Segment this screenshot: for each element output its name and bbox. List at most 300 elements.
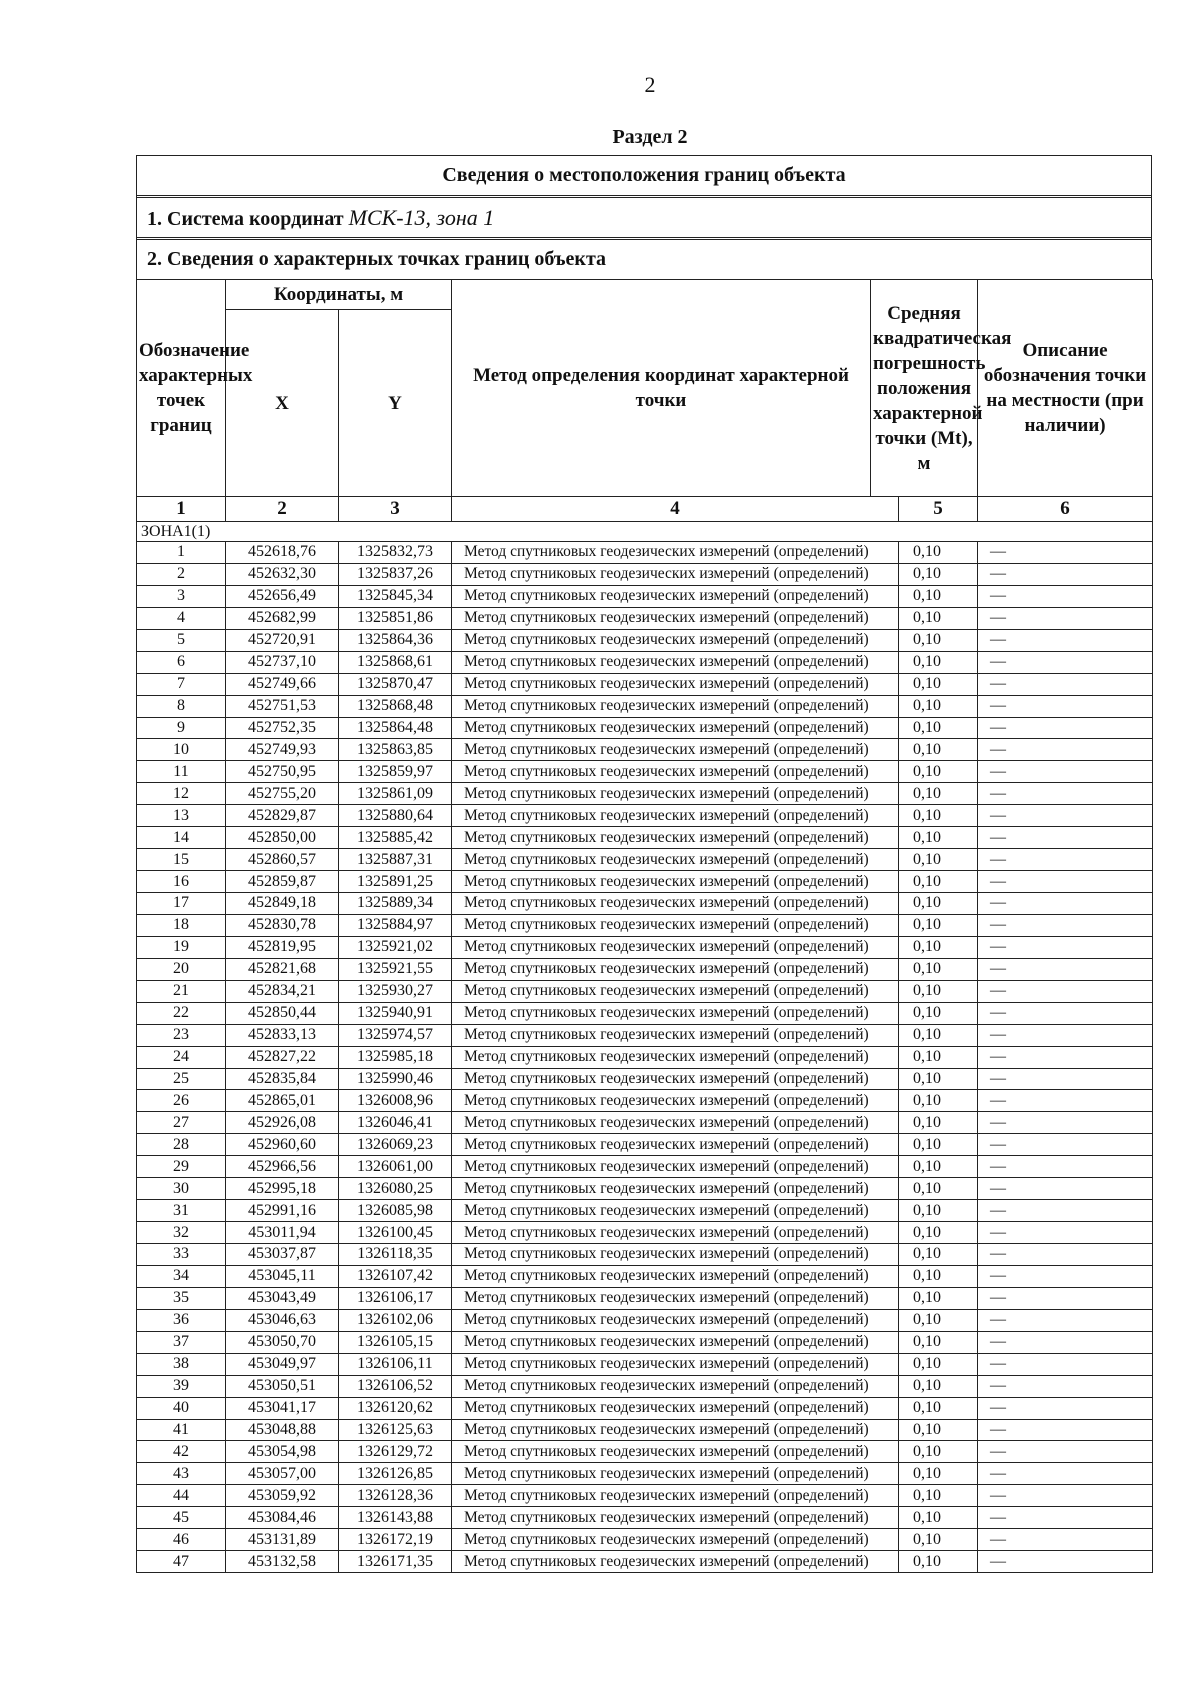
point-accuracy: 0,10 — [899, 1463, 978, 1485]
table-row — [137, 1375, 1153, 1397]
point-x: 452830,78 — [226, 914, 339, 936]
point-number: 35 — [137, 1287, 226, 1309]
point-number: 27 — [137, 1112, 226, 1134]
point-method: Метод спутниковых геодезических измерений (определений) — [452, 1287, 899, 1309]
point-x: 452833,13 — [226, 1024, 339, 1046]
table-row — [137, 673, 1153, 695]
point-accuracy: 0,10 — [899, 1309, 978, 1331]
point-y: 1325864,36 — [339, 629, 452, 651]
point-description: — — [978, 1265, 1153, 1287]
section-title: Раздел 2 — [612, 126, 688, 148]
point-y: 1325990,46 — [339, 1068, 452, 1090]
point-method: Метод спутниковых геодезических измерений (определений) — [452, 783, 899, 805]
point-method: Метод спутниковых геодезических измерений (определений) — [452, 849, 899, 871]
table-row — [137, 1068, 1153, 1090]
point-description: — — [978, 1134, 1153, 1156]
point-method: Метод спутниковых геодезических измерений (определений) — [452, 1068, 899, 1090]
point-number: 12 — [137, 783, 226, 805]
table-row — [137, 958, 1153, 980]
point-description: — — [978, 1485, 1153, 1507]
point-description: — — [978, 1463, 1153, 1485]
point-description: — — [978, 1353, 1153, 1375]
table-row — [137, 585, 1153, 607]
table-row — [137, 1353, 1153, 1375]
point-accuracy: 0,10 — [899, 1002, 978, 1024]
point-y: 1326102,06 — [339, 1309, 452, 1331]
point-accuracy: 0,10 — [899, 1353, 978, 1375]
point-y: 1325864,48 — [339, 717, 452, 739]
point-number: 2 — [137, 563, 226, 585]
point-number: 19 — [137, 936, 226, 958]
point-y: 1325837,26 — [339, 563, 452, 585]
point-method: Метод спутниковых геодезических измерений (определений) — [452, 651, 899, 673]
table-row — [137, 783, 1153, 805]
table-row — [137, 980, 1153, 1002]
point-number: 37 — [137, 1331, 226, 1353]
point-method: Метод спутниковых геодезических измерений (определений) — [452, 585, 899, 607]
point-x: 453059,92 — [226, 1485, 339, 1507]
point-description: — — [978, 1002, 1153, 1024]
point-number: 39 — [137, 1375, 226, 1397]
point-number: 13 — [137, 805, 226, 827]
point-x: 452835,84 — [226, 1068, 339, 1090]
table-row — [137, 871, 1153, 893]
point-x: 452850,44 — [226, 1002, 339, 1024]
point-description: — — [978, 1331, 1153, 1353]
point-y: 1325921,55 — [339, 958, 452, 980]
point-accuracy: 0,10 — [899, 783, 978, 805]
point-method: Метод спутниковых геодезических измерений (определений) — [452, 1265, 899, 1287]
point-description: — — [978, 1068, 1153, 1090]
point-accuracy: 0,10 — [899, 893, 978, 915]
page-number: 2 — [644, 72, 656, 97]
box-title: Сведения о местоположения границ объекта — [137, 156, 1151, 198]
point-y: 1326118,35 — [339, 1244, 452, 1266]
point-description: — — [978, 1375, 1153, 1397]
point-y: 1326107,42 — [339, 1265, 452, 1287]
point-y: 1325889,34 — [339, 893, 452, 915]
point-y: 1326126,85 — [339, 1463, 452, 1485]
point-accuracy: 0,10 — [899, 1046, 978, 1068]
point-y: 1325870,47 — [339, 673, 452, 695]
point-accuracy: 0,10 — [899, 1068, 978, 1090]
table-row — [137, 936, 1153, 958]
table-row — [137, 1507, 1153, 1529]
point-y: 1326008,96 — [339, 1090, 452, 1112]
point-description: — — [978, 1441, 1153, 1463]
point-accuracy: 0,10 — [899, 607, 978, 629]
point-x: 453084,46 — [226, 1507, 339, 1529]
point-x: 452737,10 — [226, 651, 339, 673]
point-method: Метод спутниковых геодезических измерений (определений) — [452, 1090, 899, 1112]
point-x: 453054,98 — [226, 1441, 339, 1463]
point-number: 38 — [137, 1353, 226, 1375]
table-row — [137, 893, 1153, 915]
table-row — [137, 1134, 1153, 1156]
point-method: Метод спутниковых геодезических измерений (определений) — [452, 1002, 899, 1024]
point-accuracy: 0,10 — [899, 849, 978, 871]
point-x: 452749,66 — [226, 673, 339, 695]
column-number: 4 — [452, 497, 899, 522]
point-number: 40 — [137, 1397, 226, 1419]
point-accuracy: 0,10 — [899, 1397, 978, 1419]
table-row — [137, 1441, 1153, 1463]
header-method: Метод определения координат характерной точки — [452, 280, 871, 497]
table-row — [137, 1485, 1153, 1507]
point-number: 24 — [137, 1046, 226, 1068]
boundary-info-box — [136, 155, 1152, 279]
point-x: 453045,11 — [226, 1265, 339, 1287]
point-method: Метод спутниковых геодезических измерений (определений) — [452, 1485, 899, 1507]
point-method: Метод спутниковых геодезических измерений (определений) — [452, 717, 899, 739]
point-y: 1326069,23 — [339, 1134, 452, 1156]
table-row — [137, 1200, 1153, 1222]
point-x: 453048,88 — [226, 1419, 339, 1441]
point-description: — — [978, 1222, 1153, 1244]
point-method: Метод спутниковых геодезических измерений (определений) — [452, 1309, 899, 1331]
point-method: Метод спутниковых геодезических измерений (определений) — [452, 607, 899, 629]
table-row — [137, 1265, 1153, 1287]
point-x: 452821,68 — [226, 958, 339, 980]
table-row — [137, 1112, 1153, 1134]
point-x: 452859,87 — [226, 871, 339, 893]
point-number: 1 — [137, 542, 226, 564]
point-x: 453011,94 — [226, 1222, 339, 1244]
point-description: — — [978, 1200, 1153, 1222]
table-row — [137, 739, 1153, 761]
header-x: X — [226, 310, 339, 497]
point-y: 1325930,27 — [339, 980, 452, 1002]
point-y: 1325884,97 — [339, 914, 452, 936]
header-y: Y — [339, 310, 452, 497]
point-y: 1326085,98 — [339, 1200, 452, 1222]
point-x: 452755,20 — [226, 783, 339, 805]
point-y: 1326100,45 — [339, 1222, 452, 1244]
point-accuracy: 0,10 — [899, 542, 978, 564]
table-row — [137, 914, 1153, 936]
table-row — [137, 1024, 1153, 1046]
point-accuracy: 0,10 — [899, 1375, 978, 1397]
table-row — [137, 1046, 1153, 1068]
point-accuracy: 0,10 — [899, 695, 978, 717]
point-method: Метод спутниковых геодезических измерений (определений) — [452, 827, 899, 849]
point-description: — — [978, 1046, 1153, 1068]
table-row — [137, 1156, 1153, 1178]
point-accuracy: 0,10 — [899, 1112, 978, 1134]
point-number: 3 — [137, 585, 226, 607]
point-number: 41 — [137, 1419, 226, 1441]
header-designation: Обозначение характерных точек границ — [137, 280, 226, 497]
point-description: — — [978, 761, 1153, 783]
point-method: Метод спутниковых геодезических измерений (определений) — [452, 1156, 899, 1178]
point-number: 14 — [137, 827, 226, 849]
table-row — [137, 1287, 1153, 1309]
column-number-row — [137, 497, 1153, 522]
point-description: — — [978, 1112, 1153, 1134]
point-number: 34 — [137, 1265, 226, 1287]
point-description: — — [978, 651, 1153, 673]
point-number: 43 — [137, 1463, 226, 1485]
point-x: 452849,18 — [226, 893, 339, 915]
points-table — [136, 279, 1153, 1573]
point-number: 32 — [137, 1222, 226, 1244]
point-x: 452618,76 — [226, 542, 339, 564]
column-number: 1 — [137, 497, 226, 522]
point-x: 453050,51 — [226, 1375, 339, 1397]
point-number: 47 — [137, 1551, 226, 1573]
point-x: 452834,21 — [226, 980, 339, 1002]
point-method: Метод спутниковых геодезических измерений (определений) — [452, 761, 899, 783]
point-accuracy: 0,10 — [899, 958, 978, 980]
point-accuracy: 0,10 — [899, 980, 978, 1002]
point-accuracy: 0,10 — [899, 1507, 978, 1529]
point-number: 15 — [137, 849, 226, 871]
point-description: — — [978, 893, 1153, 915]
point-number: 17 — [137, 893, 226, 915]
point-description: — — [978, 673, 1153, 695]
point-accuracy: 0,10 — [899, 739, 978, 761]
point-description: — — [978, 1178, 1153, 1200]
point-description: — — [978, 1244, 1153, 1266]
table-row — [137, 1551, 1153, 1573]
point-y: 1325885,42 — [339, 827, 452, 849]
point-y: 1325985,18 — [339, 1046, 452, 1068]
point-number: 10 — [137, 739, 226, 761]
table-row — [137, 1244, 1153, 1266]
point-y: 1326120,62 — [339, 1397, 452, 1419]
point-y: 1325863,85 — [339, 739, 452, 761]
point-x: 452860,57 — [226, 849, 339, 871]
point-accuracy: 0,10 — [899, 1244, 978, 1266]
point-method: Метод спутниковых геодезических измерений (определений) — [452, 629, 899, 651]
point-accuracy: 0,10 — [899, 827, 978, 849]
point-accuracy: 0,10 — [899, 1287, 978, 1309]
zone-row — [137, 522, 1153, 542]
point-number: 25 — [137, 1068, 226, 1090]
point-x: 453043,49 — [226, 1287, 339, 1309]
table-row — [137, 563, 1153, 585]
point-accuracy: 0,10 — [899, 1265, 978, 1287]
point-description: — — [978, 1507, 1153, 1529]
point-description: — — [978, 980, 1153, 1002]
point-x: 452865,01 — [226, 1090, 339, 1112]
point-number: 5 — [137, 629, 226, 651]
point-y: 1325845,34 — [339, 585, 452, 607]
header-description: Описание обозначения точки на местности (при наличии) — [978, 280, 1153, 497]
point-method: Метод спутниковых геодезических измерений (определений) — [452, 1529, 899, 1551]
point-method: Метод спутниковых геодезических измерений (определений) — [452, 1463, 899, 1485]
point-accuracy: 0,10 — [899, 629, 978, 651]
point-x: 452751,53 — [226, 695, 339, 717]
point-method: Метод спутниковых геодезических измерений (определений) — [452, 805, 899, 827]
point-number: 18 — [137, 914, 226, 936]
point-x: 453050,70 — [226, 1331, 339, 1353]
point-x: 453131,89 — [226, 1529, 339, 1551]
point-accuracy: 0,10 — [899, 1331, 978, 1353]
point-method: Метод спутниковых геодезических измерений (определений) — [452, 1244, 899, 1266]
point-x: 452850,00 — [226, 827, 339, 849]
point-accuracy: 0,10 — [899, 1551, 978, 1573]
point-accuracy: 0,10 — [899, 1024, 978, 1046]
point-x: 453041,17 — [226, 1397, 339, 1419]
point-number: 9 — [137, 717, 226, 739]
point-method: Метод спутниковых геодезических измерений (определений) — [452, 1200, 899, 1222]
header-accuracy: Средняя квадратическая погрешность положения характерной точки (Mt), м — [871, 280, 978, 497]
point-number: 31 — [137, 1200, 226, 1222]
point-method: Метод спутниковых геодезических измерений (определений) — [452, 893, 899, 915]
point-x: 453132,58 — [226, 1551, 339, 1573]
point-description: — — [978, 1551, 1153, 1573]
point-x: 452960,60 — [226, 1134, 339, 1156]
point-number: 16 — [137, 871, 226, 893]
table-row — [137, 1090, 1153, 1112]
point-accuracy: 0,10 — [899, 1156, 978, 1178]
point-y: 1326106,11 — [339, 1353, 452, 1375]
coordinate-system-label: 1. Система координат — [147, 208, 344, 230]
point-method: Метод спутниковых геодезических измерений (определений) — [452, 739, 899, 761]
point-method: Метод спутниковых геодезических измерений (определений) — [452, 1397, 899, 1419]
point-description: — — [978, 936, 1153, 958]
point-description: — — [978, 1529, 1153, 1551]
table-row — [137, 717, 1153, 739]
point-method: Метод спутниковых геодезических измерений (определений) — [452, 980, 899, 1002]
point-y: 1325859,97 — [339, 761, 452, 783]
point-y: 1325861,09 — [339, 783, 452, 805]
zone-label: ЗОНА1(1) — [137, 522, 1153, 542]
point-description: — — [978, 717, 1153, 739]
point-accuracy: 0,10 — [899, 1200, 978, 1222]
point-accuracy: 0,10 — [899, 936, 978, 958]
point-method: Метод спутниковых геодезических измерений (определений) — [452, 1507, 899, 1529]
point-number: 4 — [137, 607, 226, 629]
point-number: 20 — [137, 958, 226, 980]
table-row — [137, 1178, 1153, 1200]
point-y: 1326046,41 — [339, 1112, 452, 1134]
coordinate-system-value: МСК-13, зона 1 — [348, 205, 495, 230]
point-y: 1325940,91 — [339, 1002, 452, 1024]
point-method: Метод спутниковых геодезических измерений (определений) — [452, 1178, 899, 1200]
point-number: 28 — [137, 1134, 226, 1156]
point-method: Метод спутниковых геодезических измерений (определений) — [452, 936, 899, 958]
table-row — [137, 1419, 1153, 1441]
point-method: Метод спутниковых геодезических измерений (определений) — [452, 542, 899, 564]
point-number: 46 — [137, 1529, 226, 1551]
point-y: 1326061,00 — [339, 1156, 452, 1178]
point-accuracy: 0,10 — [899, 673, 978, 695]
point-x: 452720,91 — [226, 629, 339, 651]
point-description: — — [978, 1090, 1153, 1112]
point-number: 45 — [137, 1507, 226, 1529]
table-row — [137, 1397, 1153, 1419]
point-accuracy: 0,10 — [899, 1441, 978, 1463]
table-row — [137, 805, 1153, 827]
point-number: 30 — [137, 1178, 226, 1200]
point-accuracy: 0,10 — [899, 1178, 978, 1200]
point-y: 1325832,73 — [339, 542, 452, 564]
point-y: 1325868,61 — [339, 651, 452, 673]
point-description: — — [978, 1156, 1153, 1178]
point-y: 1325921,02 — [339, 936, 452, 958]
point-method: Метод спутниковых геодезических измерений (определений) — [452, 1419, 899, 1441]
point-x: 452995,18 — [226, 1178, 339, 1200]
point-description: — — [978, 542, 1153, 564]
point-description: — — [978, 958, 1153, 980]
point-x: 452926,08 — [226, 1112, 339, 1134]
point-x: 452819,95 — [226, 936, 339, 958]
column-number: 3 — [339, 497, 452, 522]
point-y: 1326105,15 — [339, 1331, 452, 1353]
point-y: 1325891,25 — [339, 871, 452, 893]
point-accuracy: 0,10 — [899, 1419, 978, 1441]
point-accuracy: 0,10 — [899, 761, 978, 783]
point-x: 452752,35 — [226, 717, 339, 739]
point-description: — — [978, 783, 1153, 805]
point-y: 1325974,57 — [339, 1024, 452, 1046]
points-table-header — [137, 280, 1153, 542]
point-description: — — [978, 1024, 1153, 1046]
point-description: — — [978, 1309, 1153, 1331]
point-method: Метод спутниковых геодезических измерений (определений) — [452, 1441, 899, 1463]
point-x: 453046,63 — [226, 1309, 339, 1331]
point-description: — — [978, 607, 1153, 629]
point-description: — — [978, 695, 1153, 717]
point-y: 1326171,35 — [339, 1551, 452, 1573]
point-y: 1326128,36 — [339, 1485, 452, 1507]
point-description: — — [978, 585, 1153, 607]
point-x: 452966,56 — [226, 1156, 339, 1178]
point-x: 452829,87 — [226, 805, 339, 827]
table-row — [137, 1463, 1153, 1485]
point-method: Метод спутниковых геодезических измерений (определений) — [452, 1375, 899, 1397]
table-row — [137, 629, 1153, 651]
column-number: 5 — [899, 497, 978, 522]
point-method: Метод спутниковых геодезических измерений (определений) — [452, 1222, 899, 1244]
table-row — [137, 1331, 1153, 1353]
boundary-info-frame — [136, 155, 1152, 1573]
points-heading: 2. Сведения о характерных точках границ объекта — [147, 248, 607, 270]
point-x: 452656,49 — [226, 585, 339, 607]
point-method: Метод спутниковых геодезических измерений (определений) — [452, 1046, 899, 1068]
point-accuracy: 0,10 — [899, 914, 978, 936]
point-number: 22 — [137, 1002, 226, 1024]
point-method: Метод спутниковых геодезических измерений (определений) — [452, 1331, 899, 1353]
point-x: 453057,00 — [226, 1463, 339, 1485]
point-x: 453049,97 — [226, 1353, 339, 1375]
point-number: 21 — [137, 980, 226, 1002]
point-description: — — [978, 739, 1153, 761]
point-y: 1325851,86 — [339, 607, 452, 629]
point-number: 8 — [137, 695, 226, 717]
table-row — [137, 827, 1153, 849]
point-description: — — [978, 1287, 1153, 1309]
point-method: Метод спутниковых геодезических измерений (определений) — [452, 1353, 899, 1375]
point-accuracy: 0,10 — [899, 1134, 978, 1156]
point-accuracy: 0,10 — [899, 871, 978, 893]
point-method: Метод спутниковых геодезических измерений (определений) — [452, 1024, 899, 1046]
point-x: 452750,95 — [226, 761, 339, 783]
points-table-body — [137, 542, 1153, 1573]
table-row — [137, 761, 1153, 783]
point-x: 452749,93 — [226, 739, 339, 761]
point-number: 33 — [137, 1244, 226, 1266]
point-description: — — [978, 1397, 1153, 1419]
point-y: 1325880,64 — [339, 805, 452, 827]
point-number: 29 — [137, 1156, 226, 1178]
table-row — [137, 542, 1153, 564]
table-row — [137, 849, 1153, 871]
point-accuracy: 0,10 — [899, 651, 978, 673]
point-number: 26 — [137, 1090, 226, 1112]
